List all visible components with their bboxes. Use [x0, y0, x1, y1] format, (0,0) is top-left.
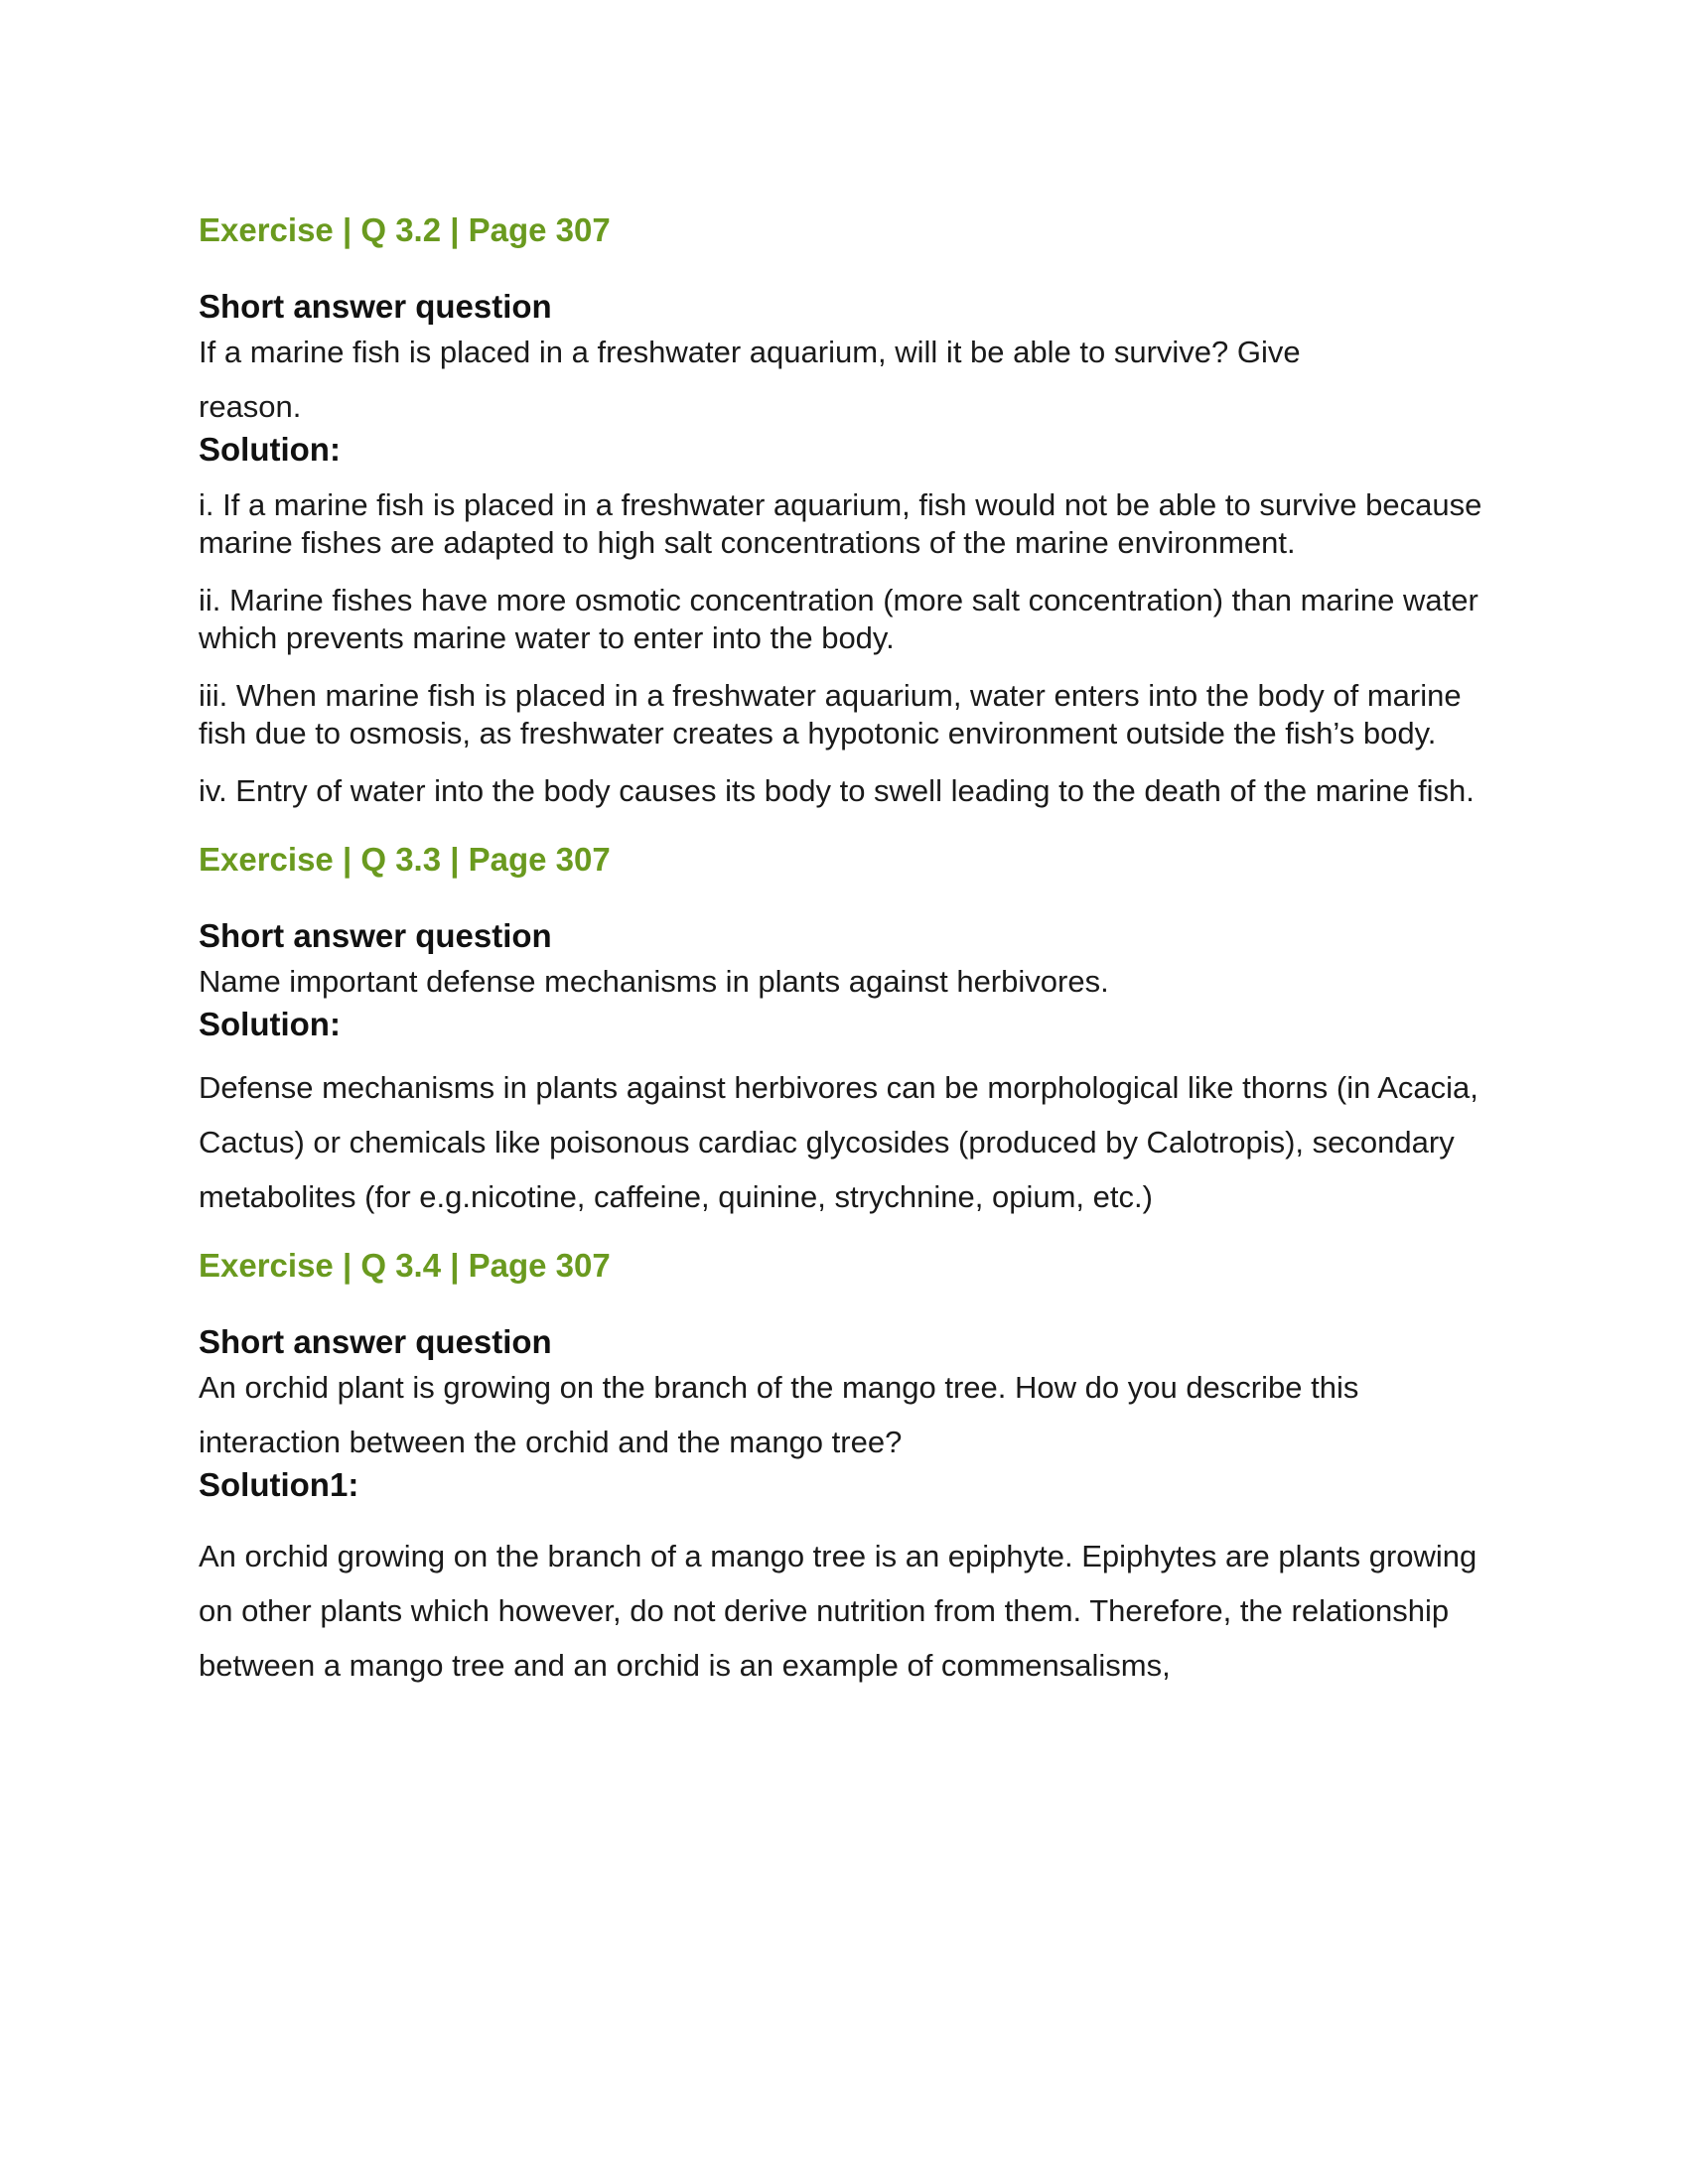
question-text: If a marine fish is placed in a freshwater aquarium, will it be able to survive? Give reason. [199, 335, 1301, 424]
solution-label: Solution: [199, 1006, 341, 1042]
solution-item: iv. Entry of water into the body causes its body to swell leading to the death of the marine fish. [199, 773, 1475, 808]
question-type: Short answer question [199, 917, 552, 954]
solution-label: Solution: [199, 431, 341, 468]
question-type: Short answer question [199, 288, 552, 325]
exercise-heading: Exercise | Q 3.2 | Page 307 [199, 211, 611, 248]
question-section-3-2 [199, 208, 1509, 810]
question-section-3-4 [199, 1244, 1509, 1693]
exercise-heading: Exercise | Q 3.3 | Page 307 [199, 841, 611, 878]
solution-item: ii. Marine fishes have more osmotic concentration (more salt concentration) than marine water which prevents marine water to enter into the body. [199, 583, 1478, 655]
question-text: An orchid plant is growing on the branch of the mango tree. How do you describe this interaction between the orchid and the mango tree? [199, 1370, 1359, 1459]
solution-label: Solution1: [199, 1466, 359, 1503]
exercise-heading: Exercise | Q 3.4 | Page 307 [199, 1247, 611, 1284]
solution-item: iii. When marine fish is placed in a freshwater aquarium, water enters into the body of marine fish due to osmosis, as freshwater creates a hypotonic environment outside the fish’s body. [199, 678, 1462, 751]
solution-text: Defense mechanisms in plants against herbivores can be morphological like thorns (in Acacia, Cactus) or chemicals like poisonous cardiac glycosides (produced by Calotropis), secondary metabolites (for e.g.nicotine, caffeine, quinine, strychnine, opium, etc.) [199, 1070, 1478, 1214]
solution-text: An orchid growing on the branch of a mango tree is an epiphyte. Epiphytes are plants growing on other plants which however, do not derive nutrition from them. Therefore, the relationship between a mango tree and an orchid is an example of commensalisms, [199, 1539, 1477, 1683]
question-section-3-3 [199, 838, 1509, 1224]
question-text: Name important defense mechanisms in plants against herbivores. [199, 964, 1109, 999]
solution-item: i. If a marine fish is placed in a freshwater aquarium, fish would not be able to survive because marine fishes are adapted to high salt concentrations of the marine environment. [199, 487, 1482, 560]
document-page [199, 208, 1509, 1693]
question-type: Short answer question [199, 1323, 552, 1360]
